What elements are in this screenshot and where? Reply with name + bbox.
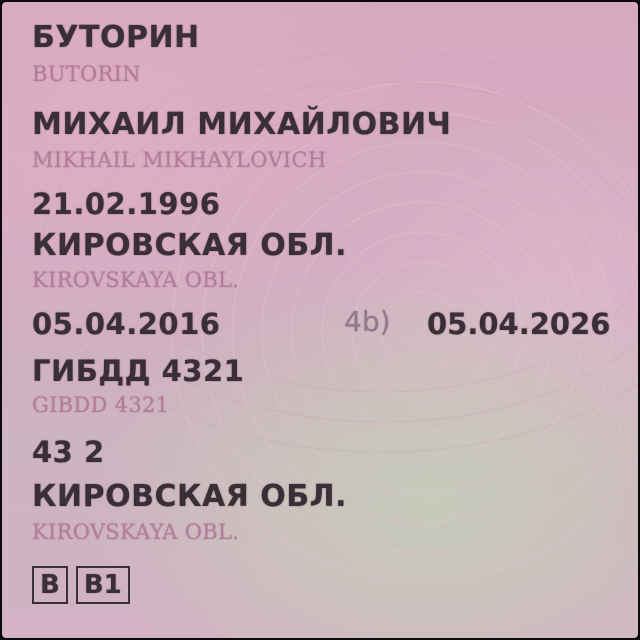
categories [32, 566, 130, 604]
residence-cyrillic: КИРОВСКАЯ ОБЛ. [32, 479, 347, 514]
authority-cyrillic: ГИБДД 4321 [32, 354, 245, 388]
authority-latin: GIBDD 4321 [32, 393, 170, 417]
category-b: B [32, 566, 68, 604]
license-card [2, 2, 638, 638]
category-b1: B1 [76, 566, 130, 604]
surname-latin: BUTORIN [32, 62, 141, 86]
birth-place-cyrillic: КИРОВСКАЯ ОБЛ. [32, 228, 347, 263]
expiry-label: 4b) [344, 305, 391, 338]
expiry-date: 05.04.2026 [427, 307, 611, 341]
birth-place-latin: KIROVSKAYA OBL. [32, 268, 240, 292]
given-names-latin: MIKHAIL MIKHAYLOVICH [32, 148, 327, 172]
license-number: 43 2 [32, 435, 105, 469]
birth-date: 21.02.1996 [32, 187, 221, 221]
issue-date: 05.04.2016 [32, 307, 221, 341]
given-names-cyrillic: МИХАИЛ МИХАЙЛОВИЧ [32, 107, 452, 142]
residence-latin: KIROVSKAYA OBL. [32, 520, 240, 544]
surname-cyrillic: БУТОРИН [32, 20, 200, 55]
